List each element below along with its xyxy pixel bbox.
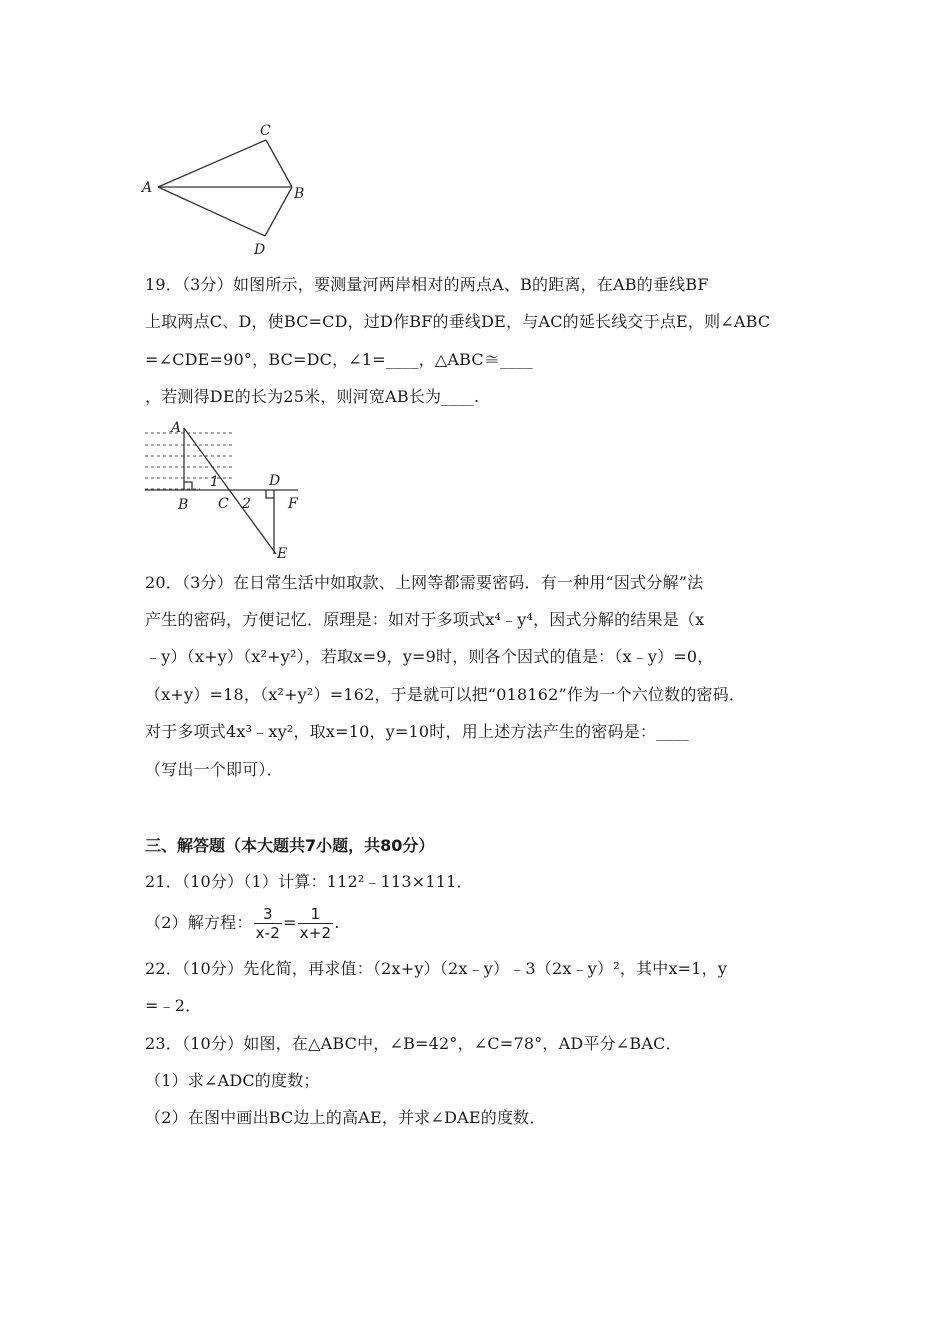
q22-line2: =﹣2． (145, 996, 202, 1015)
fraction-1-denominator: x-2 (255, 924, 281, 942)
label-b: B (178, 497, 189, 513)
fraction-1 (254, 905, 282, 942)
section-title: 三、解答题（本大题共7小题，共80分） (145, 836, 435, 855)
q23-line3: （2）在图中画出BC边上的高AE，并求∠DAE的度数． (145, 1108, 546, 1127)
q20-line2: 产生的密码，方便记忆．原理是：如对于多项式x⁴﹣y⁴，因式分解的结果是（x (145, 610, 705, 629)
q19-line2: 上取两点C、D，使BC=CD，过D作BF的垂线DE，与AC的延长线交于点E，则∠ABC (145, 312, 771, 331)
fraction-2-numerator: 1 (298, 905, 334, 924)
equals-sign: = (283, 913, 297, 932)
q20-line1: 20．（3分）在日常生活中如取款、上网等都需要密码．有一种用“因式分解”法 (145, 573, 704, 592)
label-d: D (254, 242, 266, 258)
q19-line1: 19．（3分）如图所示，要测量河两岸相对的两点A、B的距离，在AB的垂线BF (145, 275, 709, 294)
q21-line1: 21．（10分）（1）计算：112²﹣113×111． (145, 872, 473, 891)
q19-line4: ，若测得DE的长为25米，则河宽AB长为____. (145, 387, 480, 406)
label-b: B (294, 186, 305, 202)
label-e: E (277, 546, 288, 562)
figure-kite (140, 118, 310, 260)
figure-river (140, 418, 315, 563)
fraction-1-numerator: 3 (254, 905, 282, 924)
q21-line2 (145, 903, 340, 943)
label-c: C (218, 496, 229, 512)
fraction-2 (298, 905, 334, 942)
q23-line2: （1）求∠ADC的度数； (145, 1071, 320, 1090)
label-a: A (171, 420, 182, 436)
label-angle-2: 2 (242, 496, 251, 512)
label-d: D (269, 473, 281, 489)
q22-line1: 22．（10分）先化简，再求值：（2x+y）（2x﹣y）﹣3（2x﹣y）²，其中x=1，y (145, 959, 728, 978)
q20-line3: ﹣y）（x+y）（x²+y²），若取x=9，y=9时，则各个因式的值是：（x﹣y）=0， (145, 647, 714, 666)
q20-line6: （写出一个即可）． (145, 760, 283, 779)
q20-line5: 对于多项式4x³﹣xy²，取x=10，y=10时，用上述方法产生的密码是：____ (145, 722, 689, 741)
label-c: C (260, 123, 271, 139)
q19-line3: =∠CDE=90°，BC=DC，∠1=____，△ABC≅____ (145, 350, 533, 369)
q21-line2-suffix: . (334, 913, 340, 932)
q20-line4: （x+y）=18，（x²+y²）=162，于是就可以把“018162”作为一个六位数的密码． (145, 685, 746, 704)
q23-line1: 23．（10分）如图，在△ABC中，∠B=42°，∠C=78°，AD平分∠BAC． (145, 1034, 682, 1053)
label-angle-1: 1 (210, 474, 219, 490)
label-a: A (142, 180, 153, 196)
q21-line2-prefix: （2）解方程： (145, 913, 253, 932)
fraction-2-denominator: x+2 (299, 924, 332, 942)
label-f: F (288, 496, 298, 512)
